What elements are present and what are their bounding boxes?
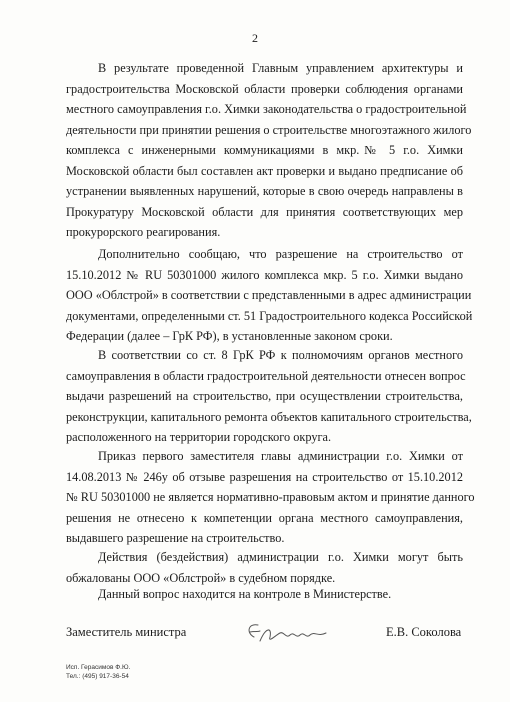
text-line: расположенного на территории городского округа. <box>66 430 332 444</box>
text-line: Дополнительно сообщаю, что разрешение на строительство от <box>98 247 463 261</box>
paragraph-appeal <box>66 547 463 588</box>
text-line: градостроительства Московской области проверки соблюдения органами <box>66 81 463 96</box>
text-line: самоуправления в области градостроительной деятельности отнесен вопрос <box>66 368 466 383</box>
text-line: Московской области был составлен акт проверки и выдано предписание об <box>66 163 463 178</box>
text-line: Приказ первого заместителя главы администрации г.о. Химки от <box>98 449 463 463</box>
text-line: устранении выявленных нарушений, которые в свою очередь направлены в <box>66 184 463 198</box>
text-line: Данный вопрос находится на контроле в Министерстве. <box>98 587 392 601</box>
text-line: местного самоуправления г.о. Химки законодательства о градостроительной <box>66 102 467 116</box>
text-line: прокурорского реагирования. <box>66 225 221 239</box>
text-line: реконструкции, капитального ремонта объектов капитального строительства, <box>66 409 472 424</box>
text-line: В результате проведенной Главным управлением архитектуры и <box>98 61 463 75</box>
signatory-title: Заместитель министра <box>66 625 187 639</box>
paragraph-order <box>66 446 475 549</box>
page-number: 2 <box>252 31 258 45</box>
executor-info <box>66 663 130 681</box>
text-line: деятельности при принятии решения о строительстве многоэтажного жилого <box>66 122 472 137</box>
handwritten-signature <box>240 615 330 651</box>
executor-phone: Тел.: (495) 917-36-54 <box>66 673 129 680</box>
text-line: выдачи разрешений на строительство, при осуществлении строительства, <box>66 389 463 403</box>
text-line: 14.08.2013 № 246у об отзыве разрешения на строительство от 15.10.2012 <box>66 469 463 484</box>
text-line: 15.10.2012 № RU 50301000 жилого комплекса мкр. 5 г.о. Химки выдано <box>66 267 463 282</box>
text-line: № RU 50301000 не является нормативно-правовым актом и принятие данного <box>66 490 475 504</box>
text-line: выдавшего разрешение на строительство. <box>66 531 285 545</box>
text-line: Действия (бездействия) администрации г.о. Химки могут быть <box>98 550 463 564</box>
text-line: ООО «Облстрой» в соответствии с представленными в адрес администрации <box>66 288 472 302</box>
text-line: обжалованы ООО «Облстрой» в судебном порядке. <box>66 570 336 585</box>
paragraph-local-authority <box>66 345 472 448</box>
text-line: В соответствии со ст. 8 ГрК РФ к полномочиям органов местного <box>98 348 463 362</box>
text-line: комплекса с инженерными коммуникациями в мкр.№ 5 г.о. Химки <box>66 143 463 157</box>
paragraph-permit-info <box>66 244 473 347</box>
text-line: Федерации (далее – ГрК РФ), в установленные законом сроки. <box>66 329 393 343</box>
paragraph-control <box>66 584 463 605</box>
text-line: решения не отнесено к компетенции органа местного самоуправления, <box>66 510 463 525</box>
executor-name: Исп. Герасимов Ф.Ю. <box>66 664 131 671</box>
text-line: документами, определенными ст. 51 Градостроительного кодекса Российской <box>66 308 473 323</box>
paragraph-inspection-result <box>66 58 472 243</box>
text-line: Прокуратуру Московской области для принятия соответствующих мер <box>66 204 463 219</box>
signatory-name: Е.В. Соколова <box>386 625 462 639</box>
